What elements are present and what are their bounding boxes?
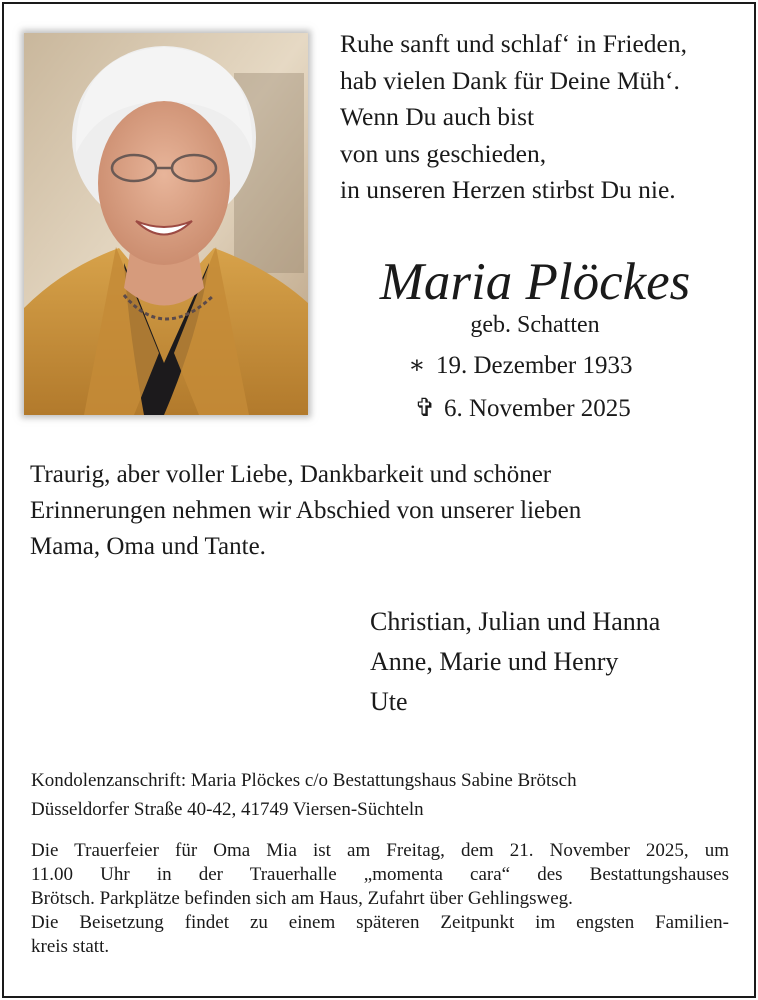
condolence-address	[31, 766, 731, 824]
ceremony-line: Die Trauerfeier für Oma Mia ist am Freitag, dem 21. November 2025, um	[31, 840, 729, 861]
ceremony-line: kreis statt.	[31, 936, 110, 957]
mourner-line: Anne, Marie und Henry	[370, 647, 619, 676]
asterisk-icon: ∗	[408, 352, 426, 379]
poem-line: hab vielen Dank für Deine Müh‘.	[340, 65, 680, 95]
message-line: Erinnerungen nehmen wir Abschied von unserer lieben	[30, 497, 582, 524]
poem	[340, 26, 740, 209]
portrait-photo	[24, 33, 308, 415]
birth-date-line	[404, 350, 632, 382]
message-line: Mama, Oma und Tante.	[30, 533, 266, 560]
deceased-name: Maria Plöckes	[379, 253, 691, 311]
poem-line: Wenn Du auch bist	[340, 102, 535, 131]
poem-line: von uns geschieden,	[340, 138, 547, 168]
address-line: Kondolenzanschrift: Maria Plöckes c/o Bestattungshaus Sabine Brötsch	[31, 770, 577, 791]
ceremony-line: 11.00 Uhr in der Trauerhalle „momenta cara“ des Bestattungshauses	[31, 864, 729, 885]
death-date-line	[412, 393, 631, 425]
ceremony-line: Brötsch. Parkplätze befinden sich am Haus, Zufahrt über Gehlingsweg.	[31, 888, 573, 909]
poem-line: in unseren Herzen stirbst Du nie.	[340, 175, 676, 204]
message-line: Traurig, aber voller Liebe, Dankbarkeit und schöner	[30, 461, 552, 488]
ceremony-info	[31, 839, 729, 959]
ceremony-line: Die Beisetzung findet zu einem späteren Zeitpunkt im engsten Familien-	[31, 912, 729, 933]
mourner-line: Ute	[370, 687, 408, 716]
maiden-name: geb. Schatten	[470, 312, 600, 338]
mourner-line: Christian, Julian und Hanna	[370, 607, 661, 636]
address-line: Düsseldorfer Straße 40-42, 41749 Viersen-Süchteln	[31, 799, 424, 820]
birth-date: 19. Dezember 1933	[436, 352, 633, 379]
poem-line: Ruhe sanft und schlaf‘ in Frieden,	[340, 29, 688, 58]
death-date: 6. November 2025	[444, 395, 631, 422]
farewell-message	[30, 457, 730, 565]
mourners-list	[370, 602, 750, 722]
cross-icon: ✞	[414, 395, 436, 422]
